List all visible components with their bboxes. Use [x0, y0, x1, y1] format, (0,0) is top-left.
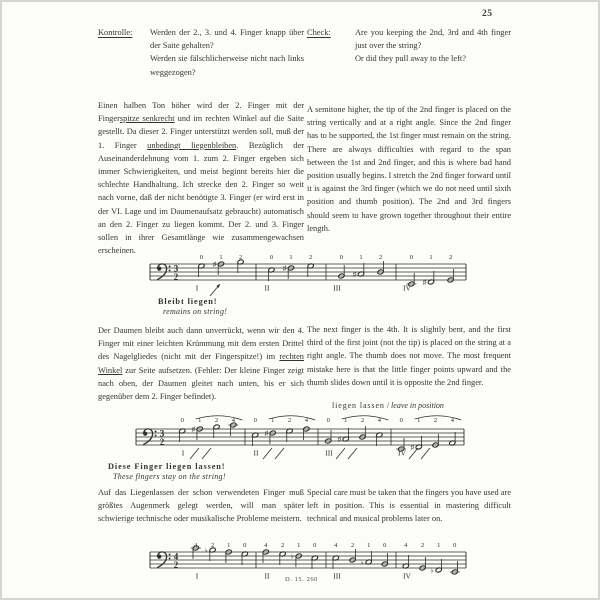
svg-text:2: 2 — [360, 417, 365, 424]
bleibt-liegen-annotation — [158, 297, 227, 317]
kontrolle-label: Kontrolle: — [98, 28, 133, 37]
svg-text:2: 2 — [433, 417, 438, 424]
svg-text:2: 2 — [308, 254, 313, 261]
diese-finger-annotation — [108, 462, 226, 482]
diese-finger-label-en: These fingers stay on the string! — [113, 472, 226, 481]
german-paragraph-1: Einen halben Ton höher wird der 2. Finger mit der Fingerspitze senkrecht und im rechten Winkel auf die Saite gestellt. Da dieser 2. Finger unterstützt werden soll, muß der 1. Finger unbedingt liegenbleiben. Bezüglich der Auseinanderdehnung vom 1. zum 2. Finger ergeben sich immer Schwierigkeiten, und meist beginnt bereits hier die schlechte Handhaltung. Ich strecke den 2. Finger so weit nach vorne, daß der nicht benötigte 3. Finger (er wird erst in der VI. Lage und im Daumenaufsatz gebraucht) automatisch an den 2. Finger zu liegen kommt. Der 2. und 3. Finger sollen in ihrer Gesamtlänge wie zusammengewachsen erscheinen. — [98, 101, 304, 256]
svg-text:♭: ♭ — [204, 546, 208, 555]
svg-text:1: 1 — [367, 542, 371, 549]
svg-text:♭: ♭ — [430, 566, 434, 575]
kontrolle-question-2: Werden sie fälschlicherweise nicht nach links weggezogen? — [150, 54, 304, 77]
svg-text:♭: ♭ — [290, 552, 294, 561]
svg-text:4: 4 — [194, 542, 198, 549]
music-system-2 — [102, 404, 474, 466]
svg-text:III: III — [333, 283, 341, 293]
svg-text:IV: IV — [403, 283, 411, 293]
svg-text:♯: ♯ — [352, 270, 357, 279]
svg-text:0: 0 — [383, 542, 387, 549]
svg-text:1: 1 — [227, 542, 231, 549]
svg-text:I: I — [195, 571, 199, 581]
kontrolle-block — [98, 26, 304, 79]
english-paragraph-2: The next finger is the 4th. It is slightly bent, and the first third of the first joint (not the tip) is placed on the string at a right angle. The thumb does not move. The most frequent mistake here is that the little finger points upward and the thumb slides down until it is opposite the 2nd finger. — [307, 325, 511, 387]
svg-text:1: 1 — [271, 417, 275, 424]
svg-text:0: 0 — [453, 542, 457, 549]
svg-text:2: 2 — [350, 542, 355, 549]
svg-text:1: 1 — [429, 254, 433, 261]
svg-text:IV: IV — [398, 448, 406, 458]
svg-text:♯: ♯ — [264, 429, 268, 438]
svg-text:III: III — [333, 571, 341, 581]
svg-text:2: 2 — [280, 542, 285, 549]
svg-text:0: 0 — [243, 542, 247, 549]
check-block — [307, 26, 511, 66]
check-question-2: Or did they pull away to the left? — [355, 54, 466, 64]
svg-text:2: 2 — [448, 254, 453, 261]
svg-text:0: 0 — [399, 417, 403, 424]
leave-in-position-label-en: leave in position — [391, 401, 444, 410]
svg-text:II: II — [264, 571, 270, 581]
svg-text:2: 2 — [378, 254, 383, 261]
svg-text:4: 4 — [264, 542, 268, 549]
svg-text:4: 4 — [450, 417, 454, 424]
svg-text:III: III — [325, 448, 333, 458]
check-questions — [355, 26, 511, 66]
svg-text:II: II — [253, 448, 259, 458]
svg-text:1: 1 — [198, 417, 202, 424]
svg-text:2: 2 — [173, 271, 179, 282]
svg-text:0: 0 — [409, 254, 414, 261]
svg-text:1: 1 — [219, 254, 223, 261]
svg-text:0: 0 — [180, 417, 184, 424]
svg-text:♯: ♯ — [191, 425, 195, 434]
kontrolle-questions — [150, 26, 304, 79]
svg-text:♭: ♭ — [360, 558, 364, 567]
svg-text:♯: ♯ — [410, 443, 414, 452]
svg-text:3: 3 — [173, 263, 179, 274]
svg-text:2: 2 — [214, 417, 219, 424]
svg-text:♯: ♯ — [337, 435, 341, 444]
svg-text:0: 0 — [326, 417, 330, 424]
svg-text:♯: ♯ — [422, 278, 427, 287]
svg-text:I: I — [195, 283, 199, 293]
svg-text:2: 2 — [287, 417, 292, 424]
svg-text:0: 0 — [253, 417, 257, 424]
bleibt-liegen-label-de: Bleibt liegen! — [158, 297, 218, 306]
bleibt-liegen-label-en: remains on string! — [163, 307, 228, 316]
svg-text:1: 1 — [437, 542, 441, 549]
german-paragraph-2: Der Daumen bleibt auch dann unverrückt, wenn wir den 4. Finger mit einer leichten Krümmung mit dem ersten Drittel des Nagelgliedes (nicht mit der Fingerspitze!) im rechten Winkel zur Seite aufsetzen. (Fehler: Der kleine Finger zeigt nach oben, der Daumen gleitet nach unten, bis er sich gegenüber dem 2. Finger befindet). — [98, 326, 304, 402]
svg-text:2: 2 — [173, 559, 179, 570]
check-question-1: Are you keeping the 2nd, 3rd and 4th finger just over the string? — [355, 28, 511, 51]
diese-finger-label-de: Diese Finger liegen lassen! — [108, 462, 226, 471]
svg-text:4: 4 — [334, 542, 338, 549]
svg-text:2: 2 — [159, 436, 165, 447]
kontrolle-question-1: Werden der 2., 3. und 4. Finger knapp über der Saite gehalten? — [150, 28, 304, 51]
svg-text:1: 1 — [289, 254, 293, 261]
svg-text:♯: ♯ — [282, 264, 287, 273]
svg-text:0: 0 — [199, 254, 204, 261]
svg-text:2: 2 — [210, 542, 215, 549]
svg-text:4: 4 — [377, 417, 381, 424]
svg-text:1: 1 — [344, 417, 348, 424]
svg-text:1: 1 — [359, 254, 363, 261]
english-paragraph-1: A semitone higher, the tip of the 2nd finger is placed on the string vertically and at a right angle. Since the 2nd finger has to be supported, the 1st finger must remain on the string. There are always difficulties with regard to the span between the 1st and 2nd finger, and this is where bad hand position usually begins. I stretch the 2nd finger forward until it is against the 3rd finger (which we do not need until sixth position and thumb position). The 2nd and 3rd fingers should seem to have grown together throughout their entire length. — [307, 105, 511, 233]
english-paragraph-3: Special care must be taken that the fingers you have used are left in position. This is essential in mastering difficult technical and musical problems later on. — [307, 488, 511, 524]
svg-text:4: 4 — [304, 417, 308, 424]
plate-number: D. 15. 260 — [285, 576, 318, 583]
page-number: 25 — [482, 9, 493, 19]
svg-text:1: 1 — [297, 542, 301, 549]
svg-text:IV: IV — [403, 571, 411, 581]
svg-text:I: I — [181, 448, 185, 458]
svg-text:♯: ♯ — [212, 260, 217, 269]
leave-in-position-label-de: liegen lassen — [332, 401, 385, 410]
svg-text:2: 2 — [238, 254, 243, 261]
svg-text:3: 3 — [159, 428, 165, 439]
svg-text:2: 2 — [420, 542, 425, 549]
svg-text:II: II — [264, 283, 270, 293]
check-label: Check: — [307, 28, 331, 37]
svg-text:4: 4 — [173, 551, 179, 562]
german-paragraph-3: Auf das Liegenlassen der schon verwendeten Finger muß größtes Augenmerk gelegt werden, will man später schwierige technische oder musikalische Probleme meistern. — [98, 488, 304, 524]
svg-text:0: 0 — [269, 254, 274, 261]
svg-text:0: 0 — [339, 254, 344, 261]
svg-text:4: 4 — [231, 417, 235, 424]
svg-text:0: 0 — [313, 542, 317, 549]
svg-text:1: 1 — [417, 417, 421, 424]
leave-in-position-label-separator: / — [384, 401, 392, 410]
svg-text:4: 4 — [404, 542, 408, 549]
